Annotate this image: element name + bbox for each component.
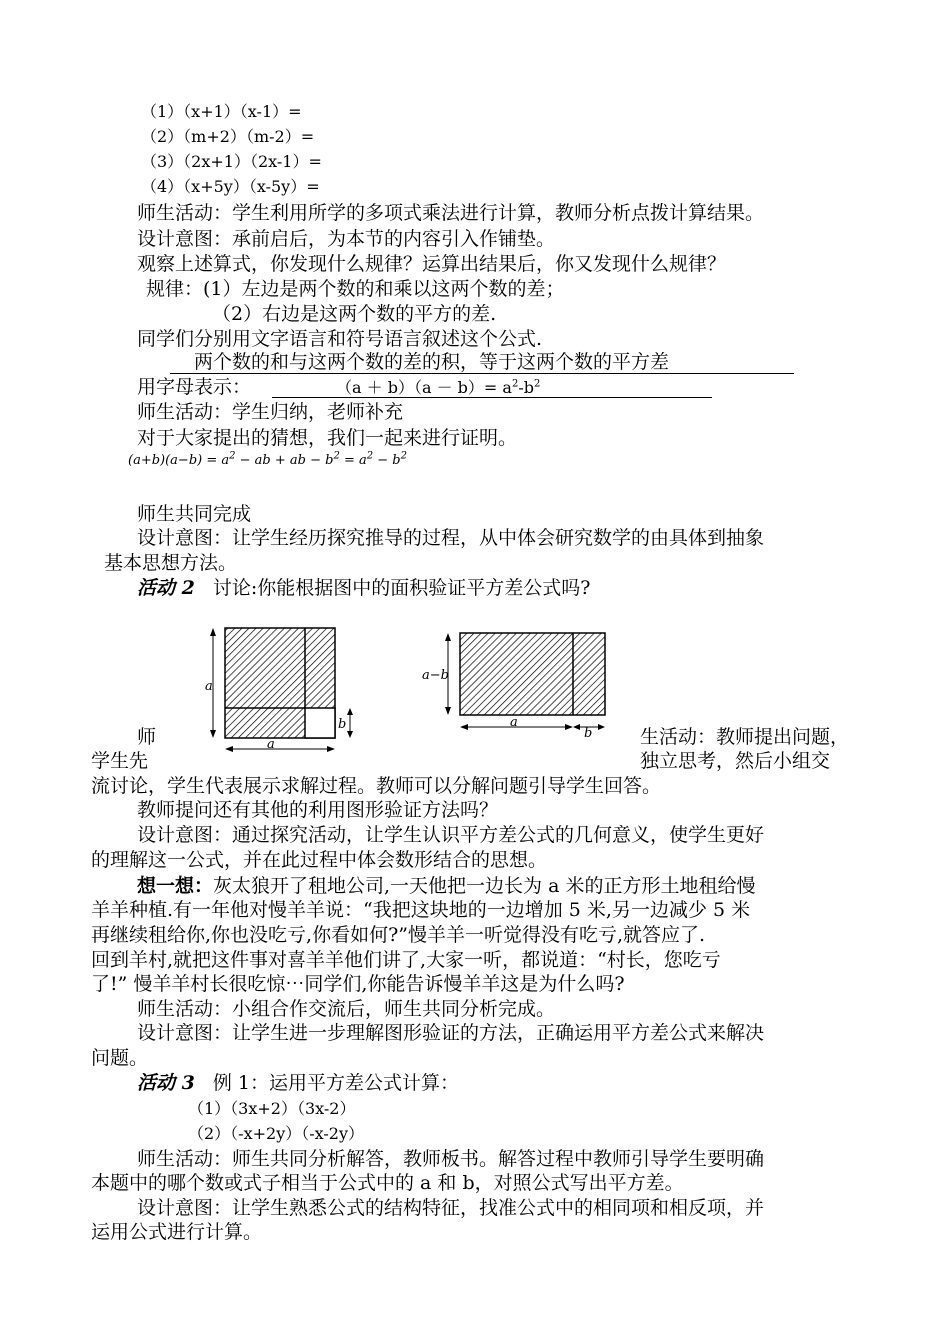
activity-3-label: 活动 3	[137, 1072, 195, 1094]
example-2: （2）（-x+2y）（-x-2y）	[188, 1124, 365, 1143]
paragraph-intent-1: 设计意图：承前启后，为本节的内容引入作铺垫。	[137, 228, 556, 250]
figure-square-b-label: b	[338, 717, 347, 732]
think-line-4: 回到羊村,就把这件事对喜羊羊他们讲了,大家一听，都说道：“村长，您吃亏	[91, 949, 721, 971]
proof-formula: $(a+b)(a-b) = a^2$ − ab + ab − $b^2 = a^2 - b^2$	[128, 450, 407, 468]
paragraph-proof-intro: 对于大家提出的猜想，我们一起来进行证明。	[137, 427, 518, 449]
paragraph-intent-4a: 设计意图：让学生进一步理解图形验证的方法，正确运用平方差公式来解决	[137, 1022, 765, 1044]
rule-2: （2）右边是这两个数的平方的差.	[212, 303, 497, 325]
activity-2-heading	[137, 576, 590, 600]
paragraph-activity-5b: 本题中的哪个数或式子相当于公式中的 a 和 b，对照公式写出平方差。	[91, 1172, 684, 1194]
paragraph-observe: 观察上述算式，你发现什么规律？运算出结果后，你又发现什么规律？	[137, 253, 727, 275]
paragraph-complete: 师生共同完成	[137, 503, 252, 525]
think-line-3: 再继续租给你,你也没吃亏,你看如何?”慢羊羊一听觉得没有吃亏,就答应了.	[91, 924, 706, 946]
paragraph-intent-3a: 设计意图：通过探究活动，让学生认识平方差公式的几何意义，使学生更好	[137, 824, 765, 846]
example-1: （1）（3x+2）（3x-2）	[188, 1099, 356, 1118]
problem-1: （1）（x+1）（x-1）=	[141, 102, 302, 121]
think-line-1	[137, 874, 755, 898]
paragraph-intent-2a: 设计意图：让学生经历探究推导的过程，从中体会研究数学的由具体到抽象	[137, 527, 765, 549]
formula-letters: $(a + b)(a - b)= a^2-b^2$	[336, 378, 541, 397]
paragraph-state-formula: 同学们分别用文字语言和符号语言叙述这个公式.	[137, 328, 543, 350]
paragraph-intent-2b: 基本思想方法。	[104, 552, 238, 574]
activity-2-label: 活动 2	[137, 577, 195, 599]
think-line-5: 了!” 慢羊羊村长很吃惊⋯同学们,你能告诉慢羊羊这是为什么吗?	[91, 973, 625, 995]
paragraph-question: 教师提问还有其他的利用图形验证方法吗？	[137, 799, 499, 821]
paragraph-activity-5a: 师生活动：师生共同分析解答，教师板书。解答过程中教师引导学生要明确	[137, 1148, 765, 1170]
formula-letters-tail: -b	[518, 378, 534, 397]
figure-rect-b-label: b	[584, 726, 593, 741]
activity-3-text: 例 1：运用平方差公式计算：	[212, 1072, 459, 1094]
formula-statement: 两个数的和与这两个数的差的积，等于这两个数的平方差	[194, 351, 670, 373]
think-line-2: 羊羊种植.有一年他对慢羊羊说：“我把这块地的一边增加 5 米,另一边减少 5 米	[91, 899, 751, 921]
formula-letters-main: （a ＋ b）（a － b）= a	[336, 378, 512, 397]
paragraph-activity-2: 师生活动：学生归纳，老师补充	[137, 401, 404, 423]
think-text-1: 灰太狼开了租地公司,一天他把一边长为 a 米的正方形土地租给慢	[213, 875, 756, 897]
paragraph-activity-3a-left: 师	[137, 726, 157, 748]
paragraph-intent-4b: 问题。	[91, 1047, 149, 1069]
problem-3: （3）（2x+1）（2x-1）=	[141, 152, 322, 171]
problem-4: （4）（x+5y）（x-5y）=	[141, 177, 320, 196]
paragraph-activity-3b-left: 学生先	[91, 750, 149, 772]
paragraph-activity-3a-right: 生活动：教师提出问题，	[640, 726, 850, 748]
proof-mid: − ab + ab − b	[235, 453, 334, 468]
letters-underline	[272, 397, 712, 398]
figure-rect-height-label: a−b	[422, 668, 449, 683]
letters-label: 用字母表示：	[137, 376, 252, 398]
paragraph-intent-5b: 运用公式进行计算。	[91, 1221, 263, 1243]
activity-3-heading	[137, 1071, 459, 1095]
statement-underline	[170, 373, 794, 374]
paragraph-activity-1: 师生活动：学生利用所学的多项式乘法进行计算，教师分析点拨计算结果。	[137, 202, 765, 224]
paragraph-intent-5a: 设计意图：让学生熟悉公式的结构特征，找准公式中的相同项和相反项，并	[137, 1197, 765, 1219]
rule-1: 规律：(1）左边是两个数的和乘以这两个数的差；	[146, 278, 565, 300]
proof-end: − b	[373, 453, 401, 468]
activity-2-text: 讨论:你能根据图中的面积验证平方差公式吗?	[212, 577, 591, 599]
figure-square	[195, 618, 370, 758]
paragraph-activity-4: 师生活动：小组合作交流后，师生共同分析完成。	[137, 998, 556, 1020]
figure-rect-width-label: a	[510, 715, 518, 730]
proof-left: (a+b)(a−b) = a	[128, 453, 230, 468]
figure-rectangle	[418, 625, 618, 745]
paragraph-activity-3b-right: 独立思考，然后小组交	[640, 750, 831, 772]
paragraph-intent-3b: 的理解这一公式，并在此过程中体会数形结合的思想。	[91, 849, 548, 871]
think-label: 想一想：	[137, 875, 214, 897]
figure-square-side-label: a	[205, 679, 213, 694]
paragraph-activity-3c: 流讨论，学生代表展示求解过程。教师可以分解问题引导学生回答。	[91, 775, 662, 797]
problem-2: （2）（m+2）（m-2）=	[141, 127, 315, 146]
proof-eq: = a	[339, 453, 367, 468]
figure-square-bottom-label: a	[267, 737, 275, 752]
